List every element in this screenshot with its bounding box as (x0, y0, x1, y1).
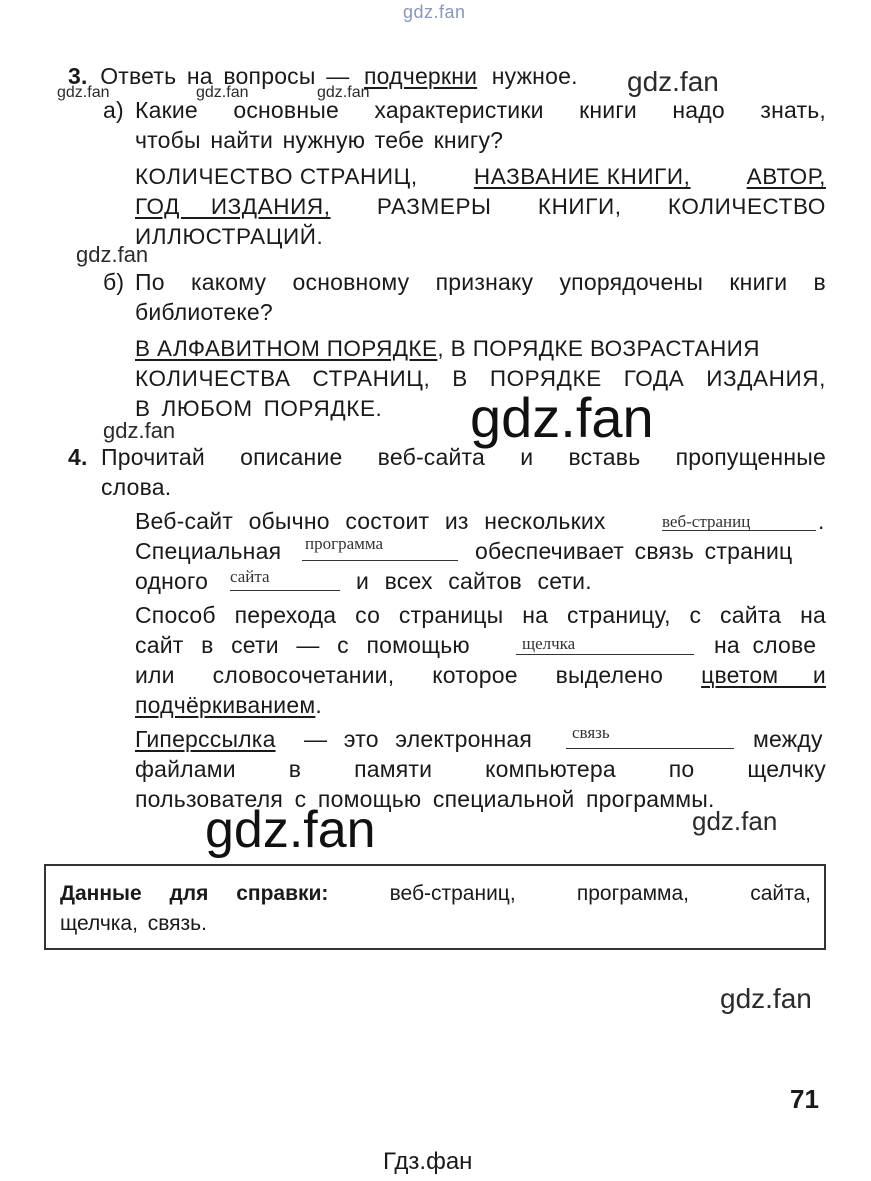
word: основному (292, 269, 410, 295)
watermark-medium-3: gdz.fan (103, 418, 176, 443)
blank-click (516, 654, 694, 655)
reference-box (44, 864, 826, 950)
answer-word: ПОРЯДКЕ (489, 366, 602, 391)
p2-line3 (135, 662, 826, 689)
answer-word: ГОДА (623, 366, 685, 391)
word: страницы (398, 602, 504, 628)
p1-line3-start: одного (135, 568, 209, 594)
underlined-color: цветом и (701, 662, 826, 688)
word: со (355, 602, 381, 628)
p1-line2-start: Специальная (135, 538, 282, 564)
answer-word: СТРАНИЦ, (312, 366, 431, 391)
word: и (520, 444, 534, 470)
task3b-answer-line1 (135, 336, 760, 362)
reference-word: сайта, (750, 882, 811, 905)
word: основные (233, 97, 339, 123)
task3b-answer-line2 (135, 366, 826, 392)
p2-line1 (135, 602, 826, 629)
reference-word: программа, (576, 882, 689, 905)
word: страницу, (566, 602, 671, 628)
p3-line1-term (135, 726, 276, 753)
p2-line2-end: на слове (714, 632, 817, 658)
p3-line2 (135, 756, 826, 783)
word: словосочетании, (212, 662, 395, 688)
word: пропущенные (675, 444, 826, 470)
p1-line3-end: и всех сайтов сети. (356, 568, 592, 594)
underlined-hyperlink: Гиперссылка (135, 726, 276, 752)
watermark-top: gdz.fan (403, 2, 466, 22)
answer-chunk: КОЛИЧЕСТВО СТРАНИЦ, (135, 164, 418, 189)
task3b-question-line1 (135, 269, 826, 296)
word: упорядочены (559, 269, 704, 295)
word: компьютера (485, 756, 616, 782)
word: признаку (435, 269, 534, 295)
fill-link: связь (572, 723, 610, 742)
task3-prompt: Ответь на вопросы — (100, 63, 350, 89)
word: щелчку (747, 756, 826, 782)
word: Какие (135, 97, 198, 123)
p3-line3: пользователя с помощью специальной программы. (135, 786, 715, 812)
answer-rest: , В ПОРЯДКЕ ВОЗРАСТАНИЯ (437, 336, 760, 361)
word: какому (191, 269, 267, 295)
task3b-marker: б) (103, 269, 125, 295)
word: знать, (760, 97, 826, 123)
word: на (522, 602, 549, 628)
word: файлами (135, 756, 236, 782)
watermark-medium-1: gdz.fan (627, 66, 719, 97)
word: вставь (568, 444, 641, 470)
word: сайта (720, 602, 782, 628)
watermark-medium-4: gdz.fan (692, 806, 778, 836)
p1-line1: Веб-сайт обычно состоит из нескольких (135, 508, 606, 534)
p3-line1-end: между (753, 726, 823, 752)
page-number: 71 (790, 1084, 819, 1114)
task3a-answer-line3: ИЛЛЮСТРАЦИЙ. (135, 224, 324, 249)
word: книги (579, 97, 637, 123)
word: в (288, 756, 302, 782)
fill-click: щелчка (522, 634, 576, 653)
answer-word: КОЛИЧЕСТВА (135, 366, 291, 391)
word: по (668, 756, 695, 782)
task3a-answer-line2 (135, 194, 826, 220)
p1-line1-period: . (818, 508, 825, 534)
blank-program (302, 560, 458, 561)
task3-prompt-underlined: подчеркни (364, 63, 478, 89)
answer-underlined-title: НАЗВАНИЕ КНИГИ, (473, 164, 691, 189)
answer-word: КОЛИЧЕСТВО (667, 194, 826, 219)
watermark-large-1: gdz.fan (470, 386, 654, 449)
watermark-large-2: gdz.fan (205, 801, 376, 859)
reference-label: Данные для справки: (60, 882, 329, 905)
task3a-question-line2: чтобы найти нужную тебе книгу? (135, 127, 504, 153)
watermark-small-2: gdz.fan (196, 84, 249, 101)
answer-word: В (452, 366, 468, 391)
word: выделено (555, 662, 664, 688)
reference-line2: щелчка, связь. (60, 912, 207, 935)
p2-line4 (135, 692, 322, 719)
task3a-question-line1 (135, 97, 826, 124)
fill-program: программа (305, 534, 384, 553)
p1-line2-end: обеспечивает связь страниц (475, 538, 793, 564)
task3-header (68, 63, 578, 90)
word: на (800, 602, 826, 628)
word: в (813, 269, 826, 295)
reference-word: веб-страниц, (389, 882, 516, 905)
answer-word: РАЗМЕРЫ (376, 194, 492, 219)
blank-link (566, 748, 734, 749)
word: веб-сайта (377, 444, 486, 470)
fill-site: сайта (230, 567, 270, 586)
task3a-marker: а) (103, 97, 124, 123)
underlined-underlining: подчёркиванием (135, 692, 316, 718)
task4-prompt-line2: слова. (101, 474, 172, 500)
answer-word: ИЗДАНИЯ, (706, 366, 826, 391)
task4-number: 4. (68, 444, 88, 470)
word: описание (240, 444, 343, 470)
word: надо (672, 97, 725, 123)
fill-web-pages: веб-страниц (662, 512, 751, 531)
watermark-small-3: gdz.fan (317, 84, 370, 101)
blank-site (230, 590, 340, 591)
task3b-answer-line3: В ЛЮБОМ ПОРЯДКЕ. (135, 396, 383, 421)
watermark-medium-5: gdz.fan (720, 983, 812, 1014)
watermark-medium-2: gdz.fan (76, 242, 149, 267)
word: памяти (354, 756, 433, 782)
answer-word: КНИГИ, (537, 194, 622, 219)
answer-underlined-alphabetical: В АЛФАВИТНОМ ПОРЯДКЕ (135, 336, 438, 361)
task3b-question-line2: библиотеке? (135, 299, 273, 325)
word: которое (432, 662, 518, 688)
word: Способ (135, 602, 216, 628)
p2-line4-period: . (315, 692, 322, 718)
watermark-bottom: Гдз.фан (383, 1148, 473, 1175)
p2-line2-start: сайт в сети — с помощью (135, 632, 470, 658)
word: По (135, 269, 165, 295)
reference-line1 (60, 882, 811, 906)
word: книги (729, 269, 788, 295)
task3-number: 3. (68, 63, 88, 89)
word: или (135, 662, 175, 688)
word: Прочитай (101, 444, 205, 470)
task3-prompt-end: нужное. (491, 63, 578, 89)
task4-prompt-line1 (101, 444, 826, 471)
watermark-small-1: gdz.fan (57, 84, 110, 101)
word: с (689, 602, 702, 628)
answer-underlined-year: ГОД ИЗДАНИЯ, (135, 194, 331, 219)
word: перехода (234, 602, 337, 628)
answer-underlined-author: АВТОР, (746, 164, 826, 189)
p3-line1-mid: — это электронная (304, 726, 533, 752)
word: характеристики (374, 97, 544, 123)
task3a-answer-line1 (135, 164, 826, 190)
